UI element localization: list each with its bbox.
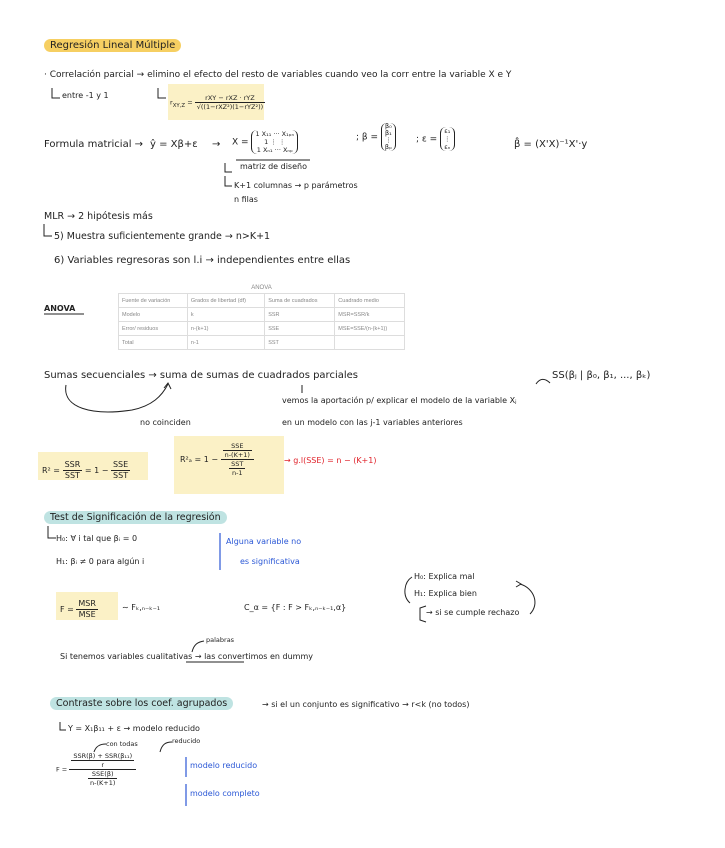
sumas-desc2: en un modelo con las j-1 variables anteriores [282, 418, 463, 427]
con-todas: con todas [106, 740, 138, 748]
test-note1: Alguna variable no [226, 537, 302, 546]
critical-region: C_α = {F : F > Fₖ,ₙ₋ₖ₋₁,α} [244, 603, 347, 612]
anova-cell: SSE [265, 322, 335, 336]
bracket-rows [225, 176, 232, 186]
anova-cell: Total [119, 336, 188, 350]
bracket-cols [225, 163, 232, 172]
palabras-note: palabras [206, 636, 235, 644]
anova-cell: n-(k+1) [187, 322, 264, 336]
test-h0: H₀: ∀ i tal que βᵢ = 0 [56, 534, 138, 543]
anova-row [119, 322, 405, 336]
r2-formula: R² = $\frac{\text{SSR}}{\text{SST}}$ = 1 − $\frac{\text{SSE}}{\text{SST}}$ [42, 460, 129, 480]
epsilon-vector: ; ε = ε₁ ⋮ εₙ [416, 127, 455, 151]
reject-note: → si se cumple rechazo [426, 608, 520, 617]
sumas-ss: SS(βⱼ | β₀, β₁, ..., βₖ) [552, 370, 651, 381]
anova-header-row [119, 294, 405, 308]
formula-label: Formula matricial → [44, 139, 144, 150]
page-title: Regresión Lineal Múltiple [44, 40, 181, 52]
anova-cell: MSE=SSE/(n-(k+1)) [335, 322, 405, 336]
anova-cell: MSR=SSR/k [335, 308, 405, 322]
modelo-reducido-label: modelo reducido [190, 761, 258, 770]
mlr-line: MLR → 2 hipótesis más [44, 211, 153, 222]
columns-note: K+1 columnas → p parámetros [234, 181, 358, 190]
bracket-h0 [48, 526, 56, 538]
gl-sse: → g.l(SSE) = n − (K+1) [284, 456, 377, 465]
anova-table [118, 283, 405, 350]
beta-hat: β̂ = (X'X)⁻¹X'·y [514, 139, 588, 150]
sumas-desc1: vemos la aportación p/ explicar el modelo de la variable Xⱼ [282, 396, 517, 405]
f-formula: F = $\frac{\text{MSR}}{\text{MSE}}$ [60, 599, 96, 619]
h1-explica: H₁: Explica bien [414, 589, 477, 598]
anova-cell: n-1 [187, 336, 264, 350]
f-dist: ∼ Fₖ,ₙ₋ₖ₋₁ [122, 603, 161, 612]
no-coinciden: no coinciden [140, 418, 191, 427]
anova-row [119, 308, 405, 322]
design-matrix: X = 1 X₁₁ ··· X₁ₚₙ 1 ⋮ ⋮ 1 Xₙ₁ ··· Xₙₚ [232, 130, 298, 154]
formula-arrow: → [212, 139, 221, 150]
formula-yhat: ŷ = Xβ+ε [150, 139, 198, 150]
contraste-f: F = $\frac{\frac{\text{SSR(β) + SSR(β₁₁)}}{r}}{\frac{\text{SSE(β)}}{n-(K+1)}}$ [56, 752, 136, 787]
sumas-line: Sumas secuenciales → suma de sumas de cuadrados parciales [44, 370, 358, 381]
anova-cell: SSR [265, 308, 335, 322]
h0-explica: H₀: Explica mal [414, 572, 475, 581]
anova-row [119, 336, 405, 350]
anova-header: Cuadrado medio [335, 294, 405, 308]
test-title: Test de Significación de la regresión [44, 512, 227, 524]
anova-cell: k [187, 308, 264, 322]
partial-corr-formula: $r_{XY,Z}$ = $\frac{\text{rXY − rXZ · rYZ}}{\text{√((1−rXZ²)(1−rYZ²))}}$ [170, 94, 264, 111]
curve-sumas [66, 384, 168, 412]
bracket-h5 [44, 224, 52, 236]
anova-cell [335, 336, 405, 350]
mlr-h6: 6) Variables regresoras son l.i → independientes entre ellas [54, 255, 351, 266]
anova-cell: SST [265, 336, 335, 350]
anova-header: Suma de cuadrados [265, 294, 335, 308]
dummy-line: Si tenemos variables cualitativas → las convertimos en dummy [60, 652, 313, 661]
test-note2: es significativa [240, 557, 300, 566]
modelo-reducido-line: Y = X₁β₁₁ + ε → modelo reducido [68, 724, 200, 733]
reducido-note: reducido [172, 737, 201, 745]
modelo-completo-label: modelo completo [190, 789, 260, 798]
bracket-modelo [60, 722, 66, 730]
anova-cell: Error/ residuos [119, 322, 188, 336]
beta-vector: ; β = β₀ β₁ ⋮ βₚ [356, 123, 396, 151]
correlation-range: entre -1 y 1 [62, 91, 109, 100]
contraste-rest: → si el un conjunto es significativo → r<k (no todos) [262, 700, 470, 709]
bracket-r [158, 88, 166, 98]
contraste-title: Contraste sobre los coef. agrupados [50, 698, 233, 710]
mlr-h5: 5) Muestra suficientemente grande → n>K+1 [54, 231, 271, 242]
matriz-label: matriz de diseño [240, 162, 307, 171]
anova-header: Grados de libertad (df) [187, 294, 264, 308]
rows-note: n filas [234, 195, 258, 204]
anova-cell: Modelo [119, 308, 188, 322]
test-h1: H₁: βᵢ ≠ 0 para algún i [56, 557, 145, 566]
anova-caption: ANOVA [251, 285, 272, 291]
anova-label: ANOVA [44, 304, 76, 313]
bracket-range [52, 88, 60, 98]
anova-header: Fuente de variación [119, 294, 188, 308]
r2-adj-formula: R²ₐ = 1 − $\frac{\frac{\text{SSE}}{n-(K+1)}}{\frac{\text{SST}}{n-1}}$ [180, 442, 254, 477]
correlation-line: · Correlación parcial → elimino el efecto del resto de variables cuando veo la corr entre la variable X e Y [44, 70, 512, 80]
